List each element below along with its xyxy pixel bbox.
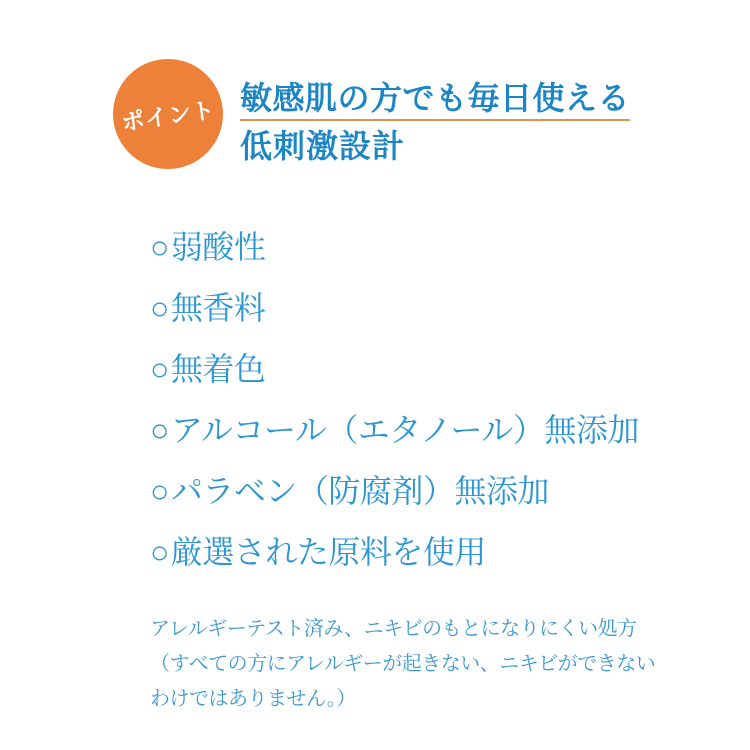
- list-item-label: 厳選された原料を使用: [170, 534, 486, 570]
- point-badge: [113, 59, 223, 169]
- footnote-line: アレルギーテスト済み、ニキビのもとになりにくい処方: [150, 618, 637, 640]
- list-item: [150, 291, 639, 325]
- list-item: [150, 413, 639, 447]
- circle-bullet: ○: [150, 290, 169, 326]
- list-item: [150, 352, 639, 386]
- circle-bullet: ○: [150, 351, 169, 387]
- heading-line1: 敏感肌の方でも毎日使える: [240, 82, 630, 121]
- circle-bullet: ○: [150, 229, 169, 265]
- footnote: [150, 612, 655, 717]
- heading: [240, 82, 630, 162]
- footnote-line: （すべての方にアレルギーが起きない、ニキビができない: [150, 653, 656, 675]
- circle-bullet: ○: [150, 412, 169, 448]
- feature-list: [150, 230, 639, 596]
- list-item: [150, 230, 639, 264]
- heading-line2: 低刺激設計: [240, 127, 406, 164]
- list-item-label: 無香料: [170, 290, 266, 326]
- circle-bullet: ○: [150, 473, 169, 509]
- circle-bullet: ○: [150, 534, 169, 570]
- list-item-label: 弱酸性: [170, 229, 266, 265]
- list-item-label: アルコール（エタノール）無添加: [170, 412, 639, 448]
- list-item-label: パラベン（防腐剤）無添加: [170, 473, 549, 509]
- list-item: [150, 474, 639, 508]
- point-badge-label: ポイント: [119, 96, 217, 135]
- footnote-line: わけではありません。）: [150, 688, 356, 710]
- list-item-label: 無着色: [170, 351, 266, 387]
- list-item: [150, 535, 639, 569]
